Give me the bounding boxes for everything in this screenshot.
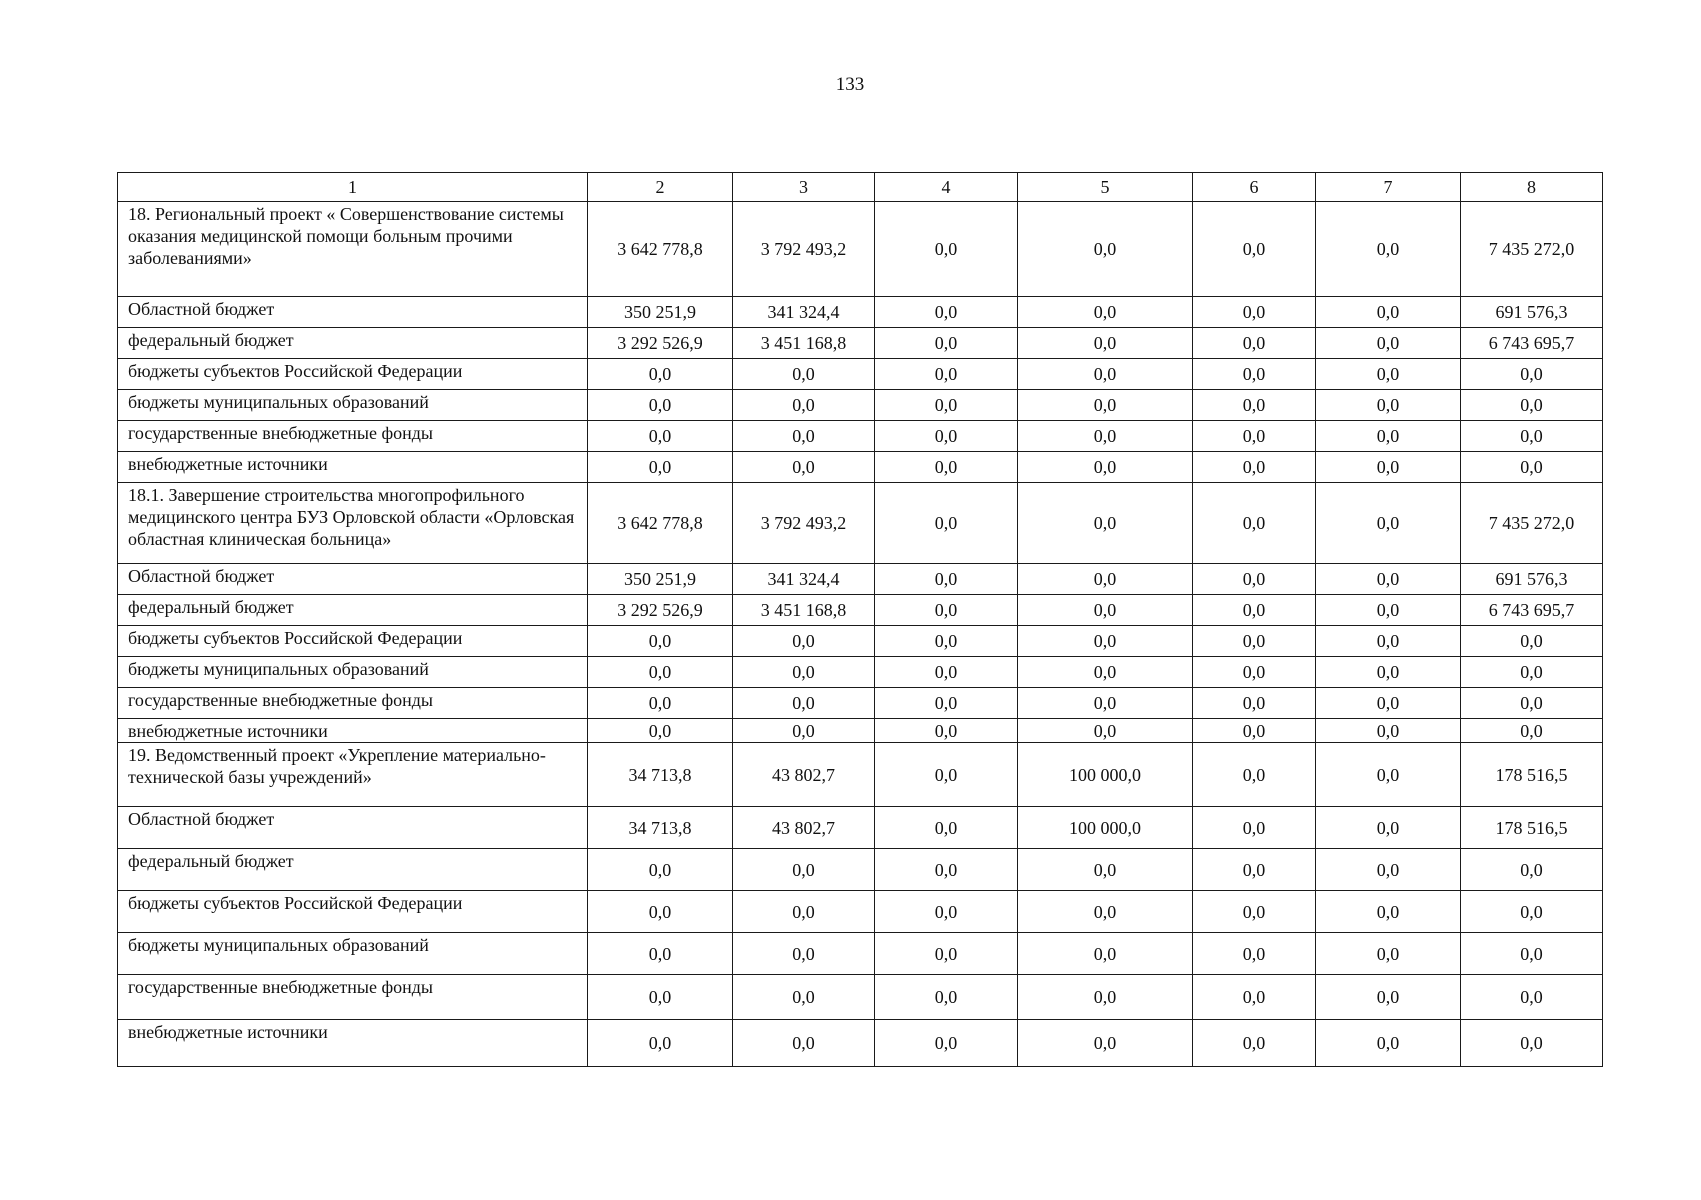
value-cell: 0,0 (1018, 564, 1193, 595)
value-cell: 0,0 (1461, 719, 1603, 743)
value-cell: 6 743 695,7 (1461, 328, 1603, 359)
value-cell: 0,0 (1193, 421, 1316, 452)
row-label: Областной бюджет (118, 807, 588, 849)
value-cell: 0,0 (1316, 421, 1461, 452)
value-cell: 0,0 (588, 452, 733, 483)
value-cell: 0,0 (733, 626, 875, 657)
value-cell: 0,0 (1018, 297, 1193, 328)
value-cell: 0,0 (1193, 849, 1316, 891)
value-cell: 0,0 (1193, 390, 1316, 421)
table-row (118, 849, 1603, 891)
value-cell: 0,0 (875, 359, 1018, 390)
value-cell: 0,0 (875, 657, 1018, 688)
value-cell: 0,0 (1316, 297, 1461, 328)
value-cell: 0,0 (1018, 452, 1193, 483)
row-label: бюджеты субъектов Российской Федерации (118, 359, 588, 390)
value-cell: 0,0 (1018, 849, 1193, 891)
value-cell: 0,0 (875, 297, 1018, 328)
row-label: бюджеты муниципальных образований (118, 390, 588, 421)
value-cell: 0,0 (1461, 849, 1603, 891)
value-cell: 0,0 (875, 202, 1018, 297)
value-cell: 0,0 (875, 975, 1018, 1020)
value-cell: 0,0 (1018, 421, 1193, 452)
table-row (118, 564, 1603, 595)
row-label: внебюджетные источники (118, 452, 588, 483)
value-cell: 0,0 (875, 626, 1018, 657)
value-cell: 0,0 (1193, 202, 1316, 297)
value-cell: 0,0 (1316, 657, 1461, 688)
value-cell: 0,0 (1193, 975, 1316, 1020)
value-cell: 0,0 (1193, 933, 1316, 975)
table-row (118, 626, 1603, 657)
table-row (118, 390, 1603, 421)
value-cell: 0,0 (1193, 595, 1316, 626)
value-cell: 3 292 526,9 (588, 595, 733, 626)
value-cell: 0,0 (588, 688, 733, 719)
value-cell: 100 000,0 (1018, 807, 1193, 849)
table-row (118, 421, 1603, 452)
value-cell: 178 516,5 (1461, 743, 1603, 807)
column-header: 8 (1461, 173, 1603, 202)
value-cell: 0,0 (1461, 975, 1603, 1020)
value-cell: 0,0 (1461, 688, 1603, 719)
value-cell: 0,0 (733, 975, 875, 1020)
value-cell: 0,0 (588, 626, 733, 657)
value-cell: 43 802,7 (733, 743, 875, 807)
value-cell: 0,0 (1316, 807, 1461, 849)
table-row (118, 359, 1603, 390)
value-cell: 0,0 (588, 657, 733, 688)
value-cell: 0,0 (1018, 328, 1193, 359)
value-cell: 0,0 (875, 421, 1018, 452)
value-cell: 0,0 (1193, 359, 1316, 390)
value-cell: 0,0 (1018, 626, 1193, 657)
table-row (118, 1020, 1603, 1067)
value-cell: 0,0 (733, 891, 875, 933)
value-cell: 0,0 (1018, 202, 1193, 297)
table-row (118, 688, 1603, 719)
value-cell: 0,0 (1018, 483, 1193, 564)
value-cell: 0,0 (1316, 359, 1461, 390)
table-row (118, 807, 1603, 849)
value-cell: 0,0 (588, 359, 733, 390)
value-cell: 350 251,9 (588, 564, 733, 595)
row-label: бюджеты субъектов Российской Федерации (118, 891, 588, 933)
column-header: 1 (118, 173, 588, 202)
value-cell: 0,0 (1193, 328, 1316, 359)
value-cell: 0,0 (1018, 891, 1193, 933)
value-cell: 0,0 (1461, 933, 1603, 975)
value-cell: 0,0 (733, 719, 875, 743)
column-header: 5 (1018, 173, 1193, 202)
table-row (118, 933, 1603, 975)
value-cell: 3 792 493,2 (733, 202, 875, 297)
value-cell: 0,0 (1461, 891, 1603, 933)
value-cell: 0,0 (875, 390, 1018, 421)
value-cell: 0,0 (733, 933, 875, 975)
value-cell: 0,0 (1316, 975, 1461, 1020)
row-label: федеральный бюджет (118, 328, 588, 359)
value-cell: 0,0 (733, 657, 875, 688)
value-cell: 0,0 (875, 933, 1018, 975)
value-cell: 0,0 (588, 1020, 733, 1067)
value-cell: 0,0 (875, 719, 1018, 743)
column-header: 7 (1316, 173, 1461, 202)
value-cell: 0,0 (1193, 891, 1316, 933)
value-cell: 0,0 (875, 849, 1018, 891)
value-cell: 0,0 (1316, 452, 1461, 483)
row-label: внебюджетные источники (118, 1020, 588, 1067)
value-cell: 0,0 (1316, 743, 1461, 807)
value-cell: 0,0 (1193, 657, 1316, 688)
value-cell: 0,0 (588, 933, 733, 975)
value-cell: 0,0 (1316, 328, 1461, 359)
table-row (118, 719, 1603, 743)
value-cell: 0,0 (1018, 595, 1193, 626)
value-cell: 0,0 (1316, 390, 1461, 421)
value-cell: 3 642 778,8 (588, 483, 733, 564)
row-label: федеральный бюджет (118, 849, 588, 891)
column-header: 3 (733, 173, 875, 202)
value-cell: 0,0 (1461, 359, 1603, 390)
table-row (118, 483, 1603, 564)
value-cell: 0,0 (1193, 564, 1316, 595)
value-cell: 0,0 (875, 564, 1018, 595)
value-cell: 0,0 (875, 483, 1018, 564)
value-cell: 0,0 (1018, 1020, 1193, 1067)
value-cell: 691 576,3 (1461, 297, 1603, 328)
value-cell: 0,0 (1193, 626, 1316, 657)
value-cell: 0,0 (1193, 1020, 1316, 1067)
budget-table (117, 172, 1603, 1067)
value-cell: 0,0 (1193, 719, 1316, 743)
row-label: федеральный бюджет (118, 595, 588, 626)
value-cell: 0,0 (875, 891, 1018, 933)
value-cell: 0,0 (1193, 807, 1316, 849)
value-cell: 3 792 493,2 (733, 483, 875, 564)
value-cell: 0,0 (733, 688, 875, 719)
value-cell: 0,0 (588, 390, 733, 421)
value-cell: 0,0 (588, 891, 733, 933)
table-row (118, 297, 1603, 328)
value-cell: 0,0 (1461, 657, 1603, 688)
value-cell: 0,0 (1018, 688, 1193, 719)
value-cell: 0,0 (1018, 657, 1193, 688)
value-cell: 0,0 (1461, 390, 1603, 421)
value-cell: 0,0 (733, 1020, 875, 1067)
row-label: Областной бюджет (118, 564, 588, 595)
value-cell: 0,0 (1193, 297, 1316, 328)
value-cell: 0,0 (1316, 626, 1461, 657)
value-cell: 7 435 272,0 (1461, 202, 1603, 297)
value-cell: 0,0 (1018, 359, 1193, 390)
value-cell: 6 743 695,7 (1461, 595, 1603, 626)
row-label: бюджеты муниципальных образований (118, 933, 588, 975)
value-cell: 0,0 (1461, 1020, 1603, 1067)
value-cell: 0,0 (1193, 483, 1316, 564)
value-cell: 691 576,3 (1461, 564, 1603, 595)
table-row (118, 975, 1603, 1020)
row-label: государственные внебюджетные фонды (118, 421, 588, 452)
value-cell: 0,0 (733, 452, 875, 483)
value-cell: 7 435 272,0 (1461, 483, 1603, 564)
value-cell: 0,0 (1316, 849, 1461, 891)
row-label: бюджеты муниципальных образований (118, 657, 588, 688)
value-cell: 0,0 (1018, 390, 1193, 421)
value-cell: 0,0 (875, 807, 1018, 849)
page-number: 133 (835, 74, 865, 95)
value-cell: 0,0 (1316, 933, 1461, 975)
row-label: внебюджетные источники (118, 719, 588, 743)
value-cell: 43 802,7 (733, 807, 875, 849)
table-row (118, 202, 1603, 297)
value-cell: 0,0 (588, 421, 733, 452)
value-cell: 0,0 (588, 849, 733, 891)
value-cell: 0,0 (1461, 452, 1603, 483)
value-cell: 0,0 (1193, 743, 1316, 807)
value-cell: 3 451 168,8 (733, 328, 875, 359)
value-cell: 0,0 (875, 595, 1018, 626)
table-row (118, 743, 1603, 807)
value-cell: 3 292 526,9 (588, 328, 733, 359)
table-row (118, 657, 1603, 688)
value-cell: 0,0 (1316, 891, 1461, 933)
value-cell: 0,0 (588, 975, 733, 1020)
table-row (118, 891, 1603, 933)
value-cell: 0,0 (1018, 719, 1193, 743)
value-cell: 0,0 (1316, 688, 1461, 719)
table-row (118, 328, 1603, 359)
row-label: бюджеты субъектов Российской Федерации (118, 626, 588, 657)
value-cell: 0,0 (1316, 483, 1461, 564)
value-cell: 0,0 (875, 688, 1018, 719)
value-cell: 0,0 (875, 328, 1018, 359)
table-row (118, 452, 1603, 483)
row-label: Областной бюджет (118, 297, 588, 328)
value-cell: 0,0 (733, 359, 875, 390)
row-label: 18. Региональный проект « Совершенствование системы оказания медицинской помощи больным прочими заболеваниями» (118, 202, 588, 297)
value-cell: 0,0 (1316, 202, 1461, 297)
value-cell: 0,0 (1193, 688, 1316, 719)
value-cell: 0,0 (733, 421, 875, 452)
value-cell: 3 642 778,8 (588, 202, 733, 297)
value-cell: 0,0 (1018, 933, 1193, 975)
value-cell: 341 324,4 (733, 297, 875, 328)
table-body (118, 173, 1603, 1067)
value-cell: 341 324,4 (733, 564, 875, 595)
value-cell: 0,0 (1316, 564, 1461, 595)
value-cell: 34 713,8 (588, 807, 733, 849)
value-cell: 0,0 (875, 452, 1018, 483)
value-cell: 0,0 (1316, 719, 1461, 743)
value-cell: 0,0 (733, 849, 875, 891)
value-cell: 0,0 (588, 719, 733, 743)
value-cell: 0,0 (875, 743, 1018, 807)
row-label: государственные внебюджетные фонды (118, 688, 588, 719)
value-cell: 0,0 (1193, 452, 1316, 483)
table-row (118, 595, 1603, 626)
row-label: государственные внебюджетные фонды (118, 975, 588, 1020)
value-cell: 0,0 (1018, 975, 1193, 1020)
row-label: 19. Ведомственный проект «Укрепление материально-технической базы учреждений» (118, 743, 588, 807)
value-cell: 100 000,0 (1018, 743, 1193, 807)
column-header: 2 (588, 173, 733, 202)
column-header: 6 (1193, 173, 1316, 202)
value-cell: 0,0 (1316, 1020, 1461, 1067)
value-cell: 3 451 168,8 (733, 595, 875, 626)
value-cell: 34 713,8 (588, 743, 733, 807)
value-cell: 0,0 (733, 390, 875, 421)
value-cell: 350 251,9 (588, 297, 733, 328)
value-cell: 0,0 (875, 1020, 1018, 1067)
value-cell: 0,0 (1461, 421, 1603, 452)
value-cell: 0,0 (1316, 595, 1461, 626)
row-label: 18.1. Завершение строительства многопрофильного медицинского центра БУЗ Орловской области «Орловская областная клиническая больница» (118, 483, 588, 564)
value-cell: 0,0 (1461, 626, 1603, 657)
value-cell: 178 516,5 (1461, 807, 1603, 849)
header-row (118, 173, 1603, 202)
column-header: 4 (875, 173, 1018, 202)
